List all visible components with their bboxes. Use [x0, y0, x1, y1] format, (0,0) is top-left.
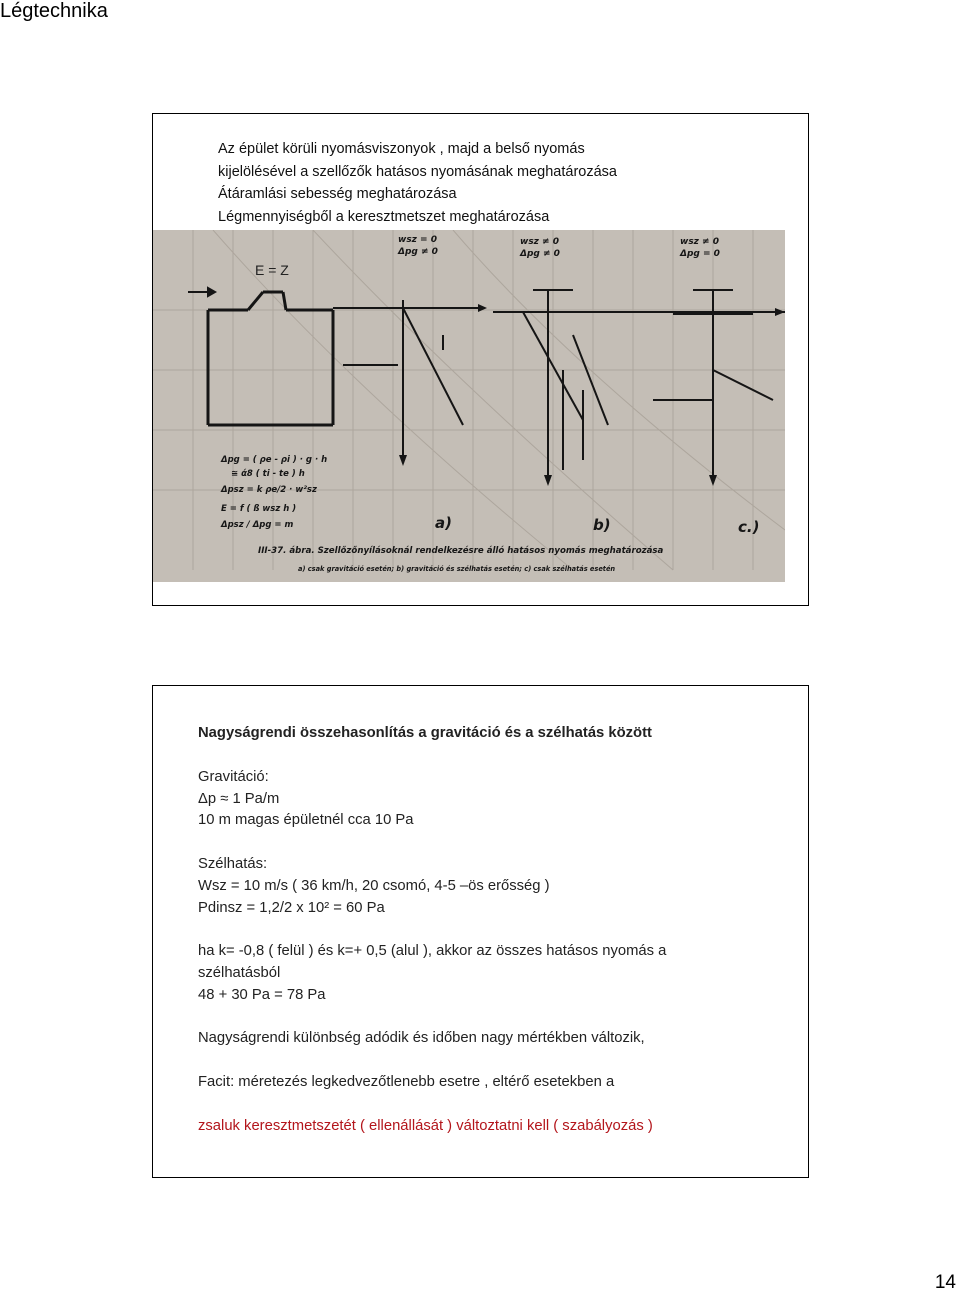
part-label-c: c.)	[738, 518, 760, 536]
label-b-dpg: Δpg ≠ 0	[520, 249, 560, 259]
formula-line: ≅ ά8 ( ti - te ) h	[231, 469, 305, 479]
figure-caption-title: III-37. ábra. Szellőzőnyílásoknál rendelkezésre álló hatásos nyomás meghatározása	[258, 546, 664, 556]
comparison-text	[198, 723, 798, 1137]
figure-overlay-label: E = Z	[255, 262, 289, 278]
combined-line: 48 + 30 Pa = 78 Pa	[198, 986, 326, 1003]
pressure-diagram-figure	[153, 230, 785, 582]
wind-label: Szélhatás:	[198, 855, 268, 872]
intro-line: Átáramlási sebesség meghatározása	[218, 186, 457, 202]
formula-line: E = f ( ß wsz h )	[221, 504, 297, 514]
slide-pressure-figure	[152, 113, 809, 606]
comparison-title: Nagyságrendi összehasonlítás a gravitáció és a szélhatás között	[198, 725, 652, 741]
wind-line: Wsz = 10 m/s ( 36 km/h, 20 csomó, 4-5 –ös erősség )	[198, 877, 550, 894]
part-label-b: b)	[593, 516, 611, 534]
label-b-wsz: wsz ≠ 0	[520, 237, 559, 247]
slide-comparison	[152, 685, 809, 1178]
intro-line: Az épület körüli nyomásviszonyok , majd a belső nyomás	[218, 141, 585, 157]
label-a-wsz: wsz = 0	[398, 235, 437, 245]
page-number: 14	[934, 1272, 956, 1293]
combined-line: ha k= -0,8 ( felül ) és k=+ 0,5 (alul ), akkor az összes hatásos nyomás a	[198, 943, 667, 960]
intro-text	[218, 138, 617, 228]
document-header-title: Légtechnika	[0, 0, 108, 22]
intro-line: kijelölésével a szellőzők hatásos nyomásának meghatározása	[218, 163, 617, 180]
gravity-label: Gravitáció:	[198, 768, 269, 785]
conclusion-line: zsaluk keresztmetszetét ( ellenállását ) változtatni kell ( szabályozás )	[198, 1117, 653, 1134]
formula-line: Δpsz = k ρe/2 · w²sz	[221, 485, 317, 495]
combined-line: szélhatásból	[198, 964, 281, 981]
figure-caption-subtitle: a) csak gravitáció esetén; b) gravitáció és szélhatás esetén; c) csak szélhatás esetén	[298, 565, 616, 573]
part-label-a: a)	[435, 514, 452, 532]
intro-line: Légmennyiségből a keresztmetszet meghatározása	[218, 208, 550, 225]
difference-line: Nagyságrendi különbség adódik és időben nagy mértékben változik,	[198, 1030, 645, 1047]
pressure-diagram-svg	[153, 230, 785, 582]
gravity-line: Δp ≈ 1 Pa/m	[198, 790, 280, 807]
label-c-dpg: Δpg = 0	[680, 249, 720, 259]
facit-line: Facit: méretezés legkedvezőtlenebb esetre , eltérő esetekben a	[198, 1073, 615, 1090]
formula-line: Δpg = ( ρe - ρi ) · g · h	[221, 455, 328, 465]
formula-line: Δpsz / Δpg = m	[221, 520, 294, 530]
wind-line: Pdinsz = 1,2/2 x 10² = 60 Pa	[198, 899, 385, 916]
label-a-dpg: Δpg ≠ 0	[398, 247, 438, 257]
gravity-line: 10 m magas épületnél cca 10 Pa	[198, 812, 414, 829]
label-c-wsz: wsz ≠ 0	[680, 237, 719, 247]
